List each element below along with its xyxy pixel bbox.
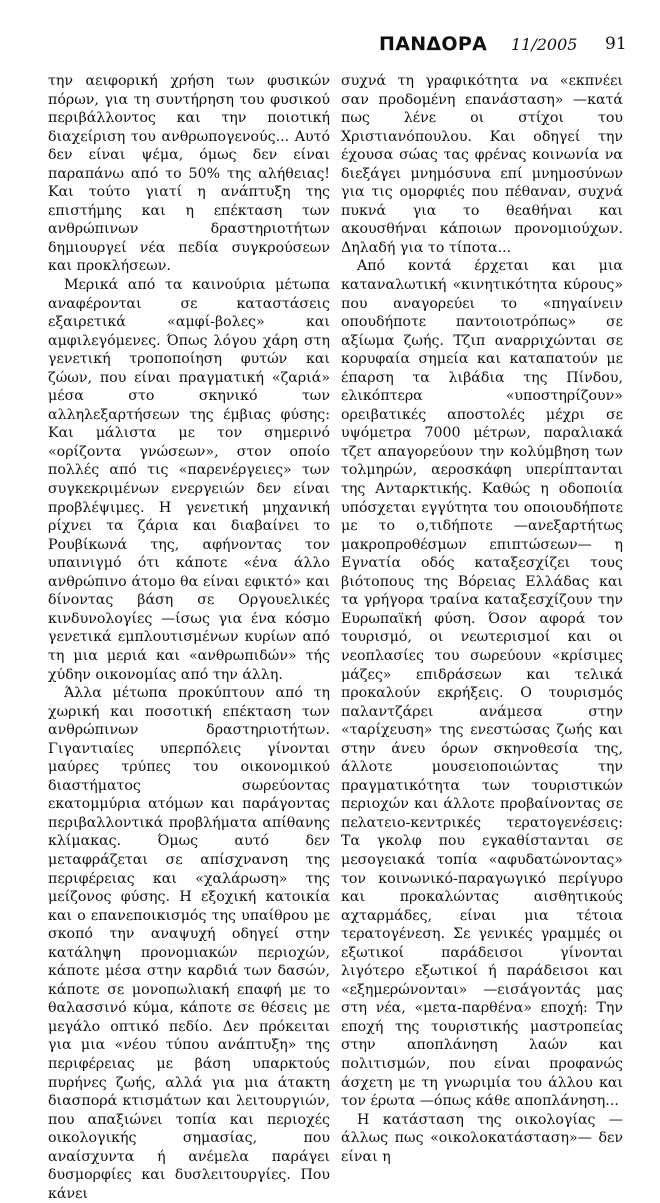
page-number: 91 xyxy=(605,34,627,54)
magazine-title: ΠΑΝΔΟΡΑ xyxy=(379,33,488,55)
page-header xyxy=(0,33,660,57)
issue-number: 11/2005 xyxy=(511,35,578,54)
paragraph: Η κατάσταση της οικολογίας —άλλως πως «οικολοκατάσταση»— δεν είναι η xyxy=(341,1111,623,1165)
paragraph: την αειφορική χρήση των φυσικών πόρων, για τη συντήρηση του φυσικού περιβάλλοντος και την ποιοτική διαχείριση του ανθρωπογενούς... Αυτό δεν είναι ψέμα, όμως δεν είναι παραπάνω από το 50% της αλήθειας! Και τούτο γιατί η ανάπτυξη της επιστήμης και η επέκταση των ανθρώπινων δραστηριοτήτων δημιουργεί νέα πεδία συγκρούσεων και προκλήσεων. xyxy=(48,73,330,275)
paragraph: συχνά τη γραφικότητα να «εκπνέει σαν προδομένη επανάσταση» —κατά πως λένε οι στίχοι του Χριστιανόπουλου. Και οδηγεί την έχουσα σώας τας φρένας κοινωνία να διεξάγει μνημόσυνα επί μνημοσύνων για τις ομορφιές που πέθαναν, συχνά πυκνά για το θεαθήναι και ακουσθήναι κάποιων προνομιούχων. Δηλαδή για το τίποτα... xyxy=(341,73,623,256)
right-column xyxy=(341,72,623,1166)
left-column xyxy=(48,72,330,1203)
paragraph: Μερικά από τα καινούρια μέτωπα αναφέρονται σε καταστάσεις εξαιρετικά «αμφί-βολες» και αμφιλεγόμενες. Όπως λόγου χάρη στη γενετική τροποποίηση φυτών και ζώων, που είναι πραγματική «ζαριά» μέσα στο σκηνικό των αλληλεξαρτήσεων της έμβιας φύσης: Και μάλιστα με τον σημερινό «ορίζοντα γνώσεων», στον οποίο πολλές από τις «παρενέργειες» των συγκεκριμένων ενεργειών δεν είναι προβλέψιμες. Η γενετική μηχανική ρίχνει τα ζάρια και διαβαίνει το Ρουβίκωνά της, αφήνοντας τον υπαινιγμό ότι κάποτε «ένα άλλο ανθρώπινο άτομο θα είναι εφικτό» και δίνοντας βάση σε Οργουελικές κινδυνολογίες —ίσως για ένα κόσμο γενετικά εμπλουτισμένων κυρίων από τη μια μεριά και «ανθρωπιδών» τής χύδην οικονομίας από την άλλη. xyxy=(48,277,330,683)
paragraph: Από κοντά έρχεται και μια καταναλωτική «κινητικότητα κύρους» που αναγορεύει το «πηγαίνειν οπουδήποτε παντοιοτρόπως» σε αξίωμα ζωής. Τζιπ αναρριχώνται σε κορυφαία σημεία και καταπατούν με έπαρση τα λιβάδια της Πίνδου, ελικόπτερα «υποστηρίζουν» ορειβατικές αποστολές μέχρι σε υψόμετρα 7000 μέτρων, παραλιακά τζετ απαγορεύουν την κολύμβηση των τολμηρών, αεροσκάφη υπερίπτανται της Ανταρκτικής. Καθώς η οδοποιία υπόσχεται εγγύτητα του οποιουδήποτε με το ο,τιδήποτε —ανεξαρτήτως μακροπροθέσμων επιπτώσεων— η Εγνατία οδός καταξεσχίζει τους βιότοπους της Βόρειας Ελλάδας και τα γρήγορα τραίνα καταξεσχίζουν την Ευρωπαϊκή φύση. Όσον αφορά τον τουρισμό, οι νεωτερισμοί και οι νεοπλασίες του σωρεύουν «κρίσιμες μάζες» επιδράσεων και τελικά προκαλούν εκρήξεις. Ο τουρισμός παλαντζάρει ανάμεσα στην «ταρίχευση» της ενεστώσας ζωής και στην άνευ όρων σκηνοθεσία της, άλλοτε μουσειοποιώντας την πραγματικότητα των τουριστικών περιοχών και άλλοτε προβαίνοντας σε πελατειο-κεντρικές τερατογενέσεις: Τα γκολφ που εγκαθίστανται σε μεσογειακά τοπία «αφυδατώνοντας» τον κοινωνικό-παραγωγικό περίγυρο και προκαλώντας αισθητικούς αχταρμάδες, είναι μια τέτοια τερατογένεση. Σε γενικές γραμμές οι εξωτικοί παράδεισοι γίνονται λιγότερο εξωτικοί ή παράδεισοι και «εξημερώνονται» —εισάγοντάς μας στη νέα, «μετα-παρθένα» εποχή: Την εποχή της τουριστικής μαστροπείας στην αποπλάνηση λαών και πολιτισμών, που είναι προφανώς άσχετη με τη γνωριμία του άλλου και τον έρωτα —όπως κάθε αποπλάνηση... xyxy=(341,258,623,1110)
paragraph: Άλλα μέτωπα προκύπτουν από τη χωρική και ποσοτική επέκταση των ανθρώπινων δραστηριοτήτων. Γιγαντιαίες υπερπόλεις γίνονται μαύρες τρύπες του οικονομικού διαστήματος σωρεύοντας εκατομμύρια ατόμων και παράγοντας περιβαλλοντικά προβλήματα απίθανης κλίμακας. Όμως αυτό δεν μεταφράζεται σε απίσχνανση της περιφέρειας και «χαλάρωση» της μείζονος φύσης. Η εξοχική κατοικία και ο επανεποικισμός της υπαίθρου με σκοπό την αναψυχή οδηγεί στην κατάληψη προνομιακών περιοχών, κάποτε μέσα στην καρδιά των δασών, κάποτε σε μονοπωλιακή επαφή με το θαλασσινό κύμα, κάποτε σε θέσεις με μεγάλο οπτικό πεδίο. Δεν πρόκειται για μια «νέου τύπου ανάπτυξη» της περιφέρειας με βάση υπαρκτούς πυρήνες ζωής, αλλά για μια άτακτη διασπορά κτισμάτων και λειτουργιών, που απαξιώνει τοπία και περιοχές οικολογικής σημασίας, που αναίσχυντα ή ανέμελα παράγει δυσμορφίες και δυσλειτουργίες. Που κάνει xyxy=(48,685,330,1202)
